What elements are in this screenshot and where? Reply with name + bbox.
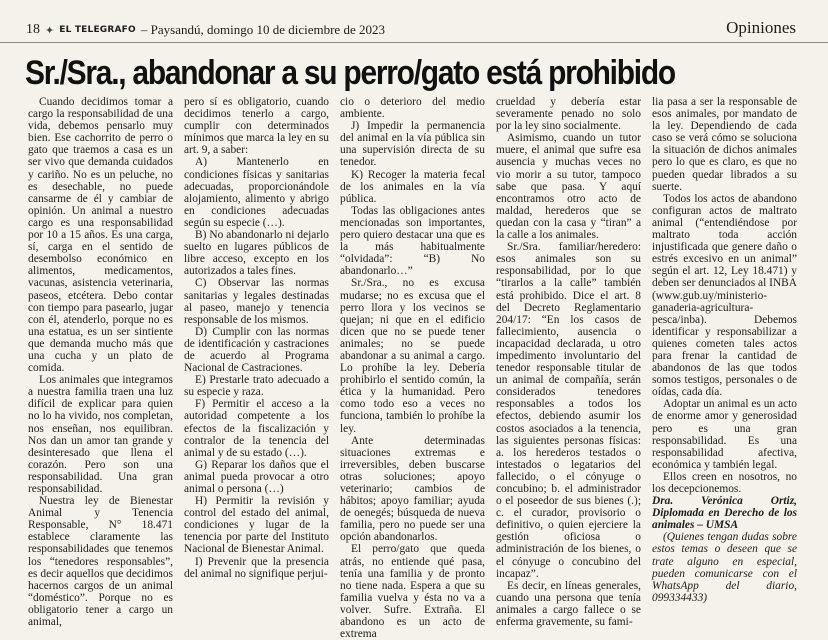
paragraph: pero sí es obligatorio, cuando decidimos tenerlo a cargo, cumplir con determinados mínimos que marca la ley en su art. 9, a saber: (184, 96, 329, 157)
paragraph: Ellos creen en nosotros, no los decepcionemos. (652, 470, 797, 495)
newspaper-logo: EL TELEGRAFO (59, 25, 136, 35)
paragraph: Ante determinadas situaciones extremas e irreversibles, deben buscarse otras soluciones; apoyo veterinario; cambios de hábitos; apoyo familiar; ayuda de oenegés; búsqueda de nueva familia, pero no puede ser una opción abandonarlos. (340, 434, 485, 544)
paragraph: cio o deterioro del medio ambiente. (340, 96, 485, 121)
paragraph: H) Permitir la revisión y control del estado del animal, condiciones y lugar de la tenencia por parte del Instituto Nacional de Bienestar Animal. (184, 495, 329, 556)
paragraph: D) Cumplir con las normas de identificación y castraciones de acuerdo al Programa Nacional de Castraciones. (184, 325, 329, 375)
article-column-1 (28, 96, 173, 629)
paragraph: B) No abandonarlo ni dejarlo suelto en lugares públicos de libre acceso, excepto en los autorizados a tales fines. (184, 229, 329, 278)
paragraph: crueldad y debería estar severamente penado no solo por la ley sino socialmente. (496, 96, 641, 133)
page-header (0, 0, 828, 43)
section-name: Opiniones (726, 18, 796, 37)
paragraph: J) Impedir la permanencia del animal en la vía pública sin una supervisión directa de su tenedor. (340, 120, 485, 169)
author-signature: Dra. Verónica Ortiz, Diplomada en Derecho de los animales – UMSA (652, 495, 797, 532)
article-body (28, 96, 804, 640)
paragraph: Es decir, en líneas generales, cuando una persona que tenía animales a cargo fallece o se enferma gravemente, su fami- (496, 579, 641, 629)
reader-note: (Quienes tengan dudas sobre estos temas o deseen que se trate alguno en especial, pueden comunicarse con el WhatsApp del diario, 099334433) (652, 531, 797, 604)
paragraph: Nuestra ley de Bienestar Animal y Tenencia Responsable, N° 18.471 establece claramente las responsabilidades que tenemos los “tenedores responsables”, es decir aquellos que decidimos hacernos cargos de un animal “doméstico”. Porque no es obligatorio tener a cargo un animal, (28, 495, 173, 629)
paragraph: E) Prestarle trato adecuado a su especie y raza. (184, 374, 329, 399)
page-number: 18 (26, 22, 40, 37)
paragraph: lia pasa a ser la responsable de esos animales, por mandato de la ley. Dependiendo de cada caso se verá cómo se soluciona la situación de dichos animales pero lo que es claro, es que no pueden quedar librados a su suerte. (652, 96, 797, 193)
dateline: – Paysandú, domingo 10 de diciembre de 2023 (140, 22, 385, 37)
star-icon: ✦ (45, 24, 55, 37)
paragraph: A) Mantenerlo en condiciones físicas y sanitarias adecuadas, proporcionándole alojamiento, alimento y abrigo en condiciones adecuadas según su especie (…). (184, 156, 329, 229)
header-left (26, 22, 385, 38)
article-column-3 (340, 96, 485, 640)
paragraph: Los animales que integramos a nuestra familia traen una luz difícil de explicar para quien no lo ha vivido, nos completan, nos enseñan, nos equilibran. Nos dan un amor tan grande y desinteresado que llena el corazón. Pero son una responsabilidad. Una gran responsabilidad. (28, 374, 173, 495)
paragraph: El perro/gato que queda atrás, no entiende qué pasa, tenía una familia y de pronto no tiene nada. Espera a que su familia vuelva y ésta no va a volver. Sufre. Extraña. El abandono es un acto de extrema (340, 543, 485, 640)
article-column-4 (496, 96, 641, 629)
paragraph: Cuando decidimos tomar a cargo la responsabilidad de una vida, debemos pensarlo muy bien. Ese cachorrito de perro o gato que traemos a casa es un ser vivo que demanda cuidados y cariño. No es un peluche, no es desechable, no puede cansarme de él y cambiar de opinión. Un animal a nuestro cargo es una responsabilidad por 10 a 15 años. Es una carga, sí, carga en el sentido de desembolso económico en alimentos, medicamentos, vacunas, asistencia veterinaria, paseos, etcétera. Debo contar con tiempo para pasearlo, jugar con él, atenderlo, porque no es una estatua, es un ser sintiente que demanda mucho más que una cucha y un plato de comida. (28, 96, 173, 375)
paragraph: Sr./Sra. familiar/heredero: esos animales son su responsabilidad, por lo que “tirarlos a la calle” también está prohibido. Dice el art. 8 del Decreto Reglamentario 204/17: “En los casos de fallecimiento, ausencia o incapacidad declarada, u otro impedimento involuntario del tenedor responsable titular de un animal de compañía, serán considerados tenedores responsables a todos los efectos, debiendo asumir los costos asociados a la tenencia, las siguientes personas físicas: a. los herederos testados o intestados o legatarios del fallecido, o el cónyuge o concubino; b. el administrador o el poseedor de sus bienes (.); c. el curador, provisorio o definitivo, o quien ejerciere la gestión oficiosa o administración de los bienes, o el cónyuge o concubino del incapaz”. (496, 241, 641, 580)
paragraph: G) Reparar los daños que el animal pueda provocar a otro animal o persona (…) (184, 458, 329, 495)
article-column-5 (652, 96, 797, 604)
paragraph: F) Permitir el acceso a la autoridad competente a los efectos de la fiscalización y contralor de la tenencia del animal y de su estado (…). (184, 398, 329, 459)
paragraph: K) Recoger la materia fecal de los animales en la vía pública. (340, 168, 485, 205)
article-column-2 (184, 96, 329, 580)
paragraph: C) Observar las normas sanitarias y legales destinadas al paseo, manejo y tenencia responsable de los mismos. (184, 277, 329, 326)
paragraph: I) Prevenir que la presencia del animal no signifique perjui- (184, 555, 329, 580)
paragraph: Sr./Sra., no es excusa mudarse; no es excusa que el perro llora y los vecinos se quejan; ni que en el edificio dicen que no se puede tener animales; no se puede abandonar a su animal a cargo. Lo prohíbe la ley. Debería prohibirlo el sentido común, la ética y la humanidad. Pero como todo eso a veces no funciona, también lo prohíbe la ley. (340, 277, 485, 435)
paragraph: Todos los actos de abandono configuran actos de maltrato animal (“entendiéndose por maltrato toda acción injustificada que genere daño o estrés excesivo en un animal” según el art. 12, Ley 18.471) y deben ser denunciados al INBA (www.gub.uy/ministerio-ganaderia-agricultura-pesca/inba). Debemos identificar y responsabilizar a quienes cometen tales actos para frenar la cantidad de abandonos de las que todos somos testigos, personales o de oídas, cada día. (652, 192, 797, 399)
paragraph: Todas las obligaciones antes mencionadas son importantes, pero quiero destacar una que es la más habitualmente “olvidada”: “B) No abandonarlo…” (340, 204, 485, 278)
headline: Sr./Sra., abandonar a su perro/gato está prohibido (25, 54, 675, 92)
paragraph: Adoptar un animal es un acto de enorme amor y generosidad pero es una gran responsabilidad. Es una responsabilidad afectiva, económica y también legal. (652, 398, 797, 471)
paragraph: Asimismo, cuando un tutor muere, el animal que sufre esa ausencia y muchas veces no vio morir a su tutor, tampoco sabe que pasa. Y aquí encontramos otro acto de maldad, herederos que se quedan con la casa y “tiran” a la calle a los animales. (496, 132, 641, 242)
